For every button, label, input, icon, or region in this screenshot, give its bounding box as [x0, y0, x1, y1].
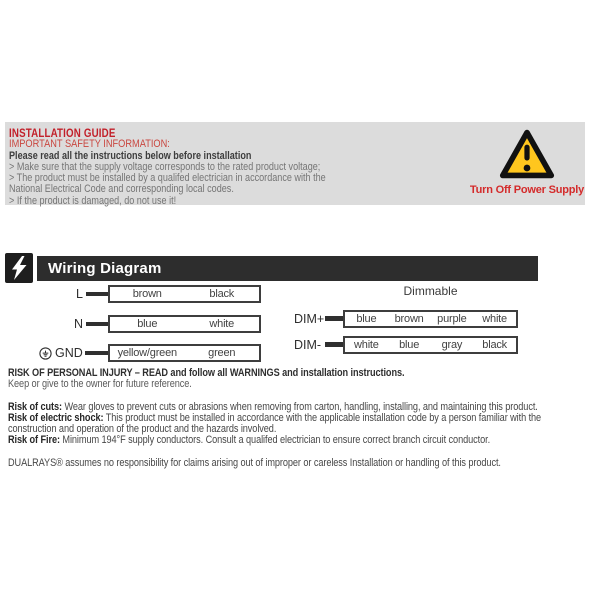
safety-bullet-line: > Make sure that the supply voltage corresponds to the rated product voltage; — [9, 160, 321, 173]
wire-color: purple — [437, 313, 467, 325]
notices-block — [8, 368, 541, 469]
turn-off-power-label: Turn Off Power Supply — [469, 184, 585, 196]
wire-label-N: N — [73, 317, 83, 331]
wire-color: white — [209, 318, 235, 330]
risk-line — [8, 435, 541, 446]
wire-label-L: L — [76, 287, 83, 301]
risk-label: Risk of electric shock: — [8, 412, 104, 425]
lightning-bolt-icon — [5, 253, 33, 283]
wire-DIM-plus — [325, 316, 344, 321]
keep-reference-line: Keep or give to the owner for future reference. — [8, 377, 192, 390]
risk-label: Risk of cuts: — [8, 401, 62, 414]
wire-box-L — [108, 285, 261, 303]
risk-text: Minimum 194°F supply conductors. Consult a qualifed electrician to ensure correct branch circuit conductor. — [59, 433, 491, 446]
earth-ground-icon — [39, 347, 52, 360]
safety-bullet-line: National Electrical Code and corresponding local codes. — [9, 183, 234, 196]
power-warning — [467, 127, 587, 196]
wire-color: black — [482, 339, 507, 351]
wire-color: brown — [394, 313, 424, 325]
safety-text-column — [9, 128, 326, 207]
wire-color: brown — [132, 288, 162, 300]
safety-lead-line: Please read all the instructions below before installation — [9, 149, 252, 162]
dimmable-title: Dimmable — [403, 284, 458, 298]
wire-color: black — [209, 288, 235, 300]
wire-color: white — [482, 313, 507, 325]
wire-label-DIM-plus: DIM+ — [294, 312, 325, 326]
installation-guide-title: INSTALLATION GUIDE — [9, 127, 116, 140]
wire-color: white — [354, 339, 379, 351]
disclaimer-line: DUALRAYS® assumes no responsibility for claims arising out of improper or careless Installation or handling of this product. — [8, 457, 501, 470]
safety-bullet-line: > The product must be installed by a qualifed electrician in accordance with the — [9, 172, 326, 185]
wire-box-DIM-plus — [343, 310, 518, 328]
risk-text: This product must be installed in accordance with the applicable installation code by a person familiar with the — [103, 412, 542, 425]
risk-text: Wear gloves to prevent cuts or abrasions when removing from carton, handling, installing, and maintaining this product. — [61, 401, 538, 414]
wire-box-GND — [108, 344, 261, 362]
wire-color: blue — [356, 313, 377, 325]
wire-box-DIM-minus — [343, 336, 518, 354]
wire-color: yellow/green — [117, 347, 177, 359]
wire-color: blue — [399, 339, 420, 351]
wire-DIM-minus — [325, 342, 344, 347]
risk-label: Risk of Fire: — [8, 433, 60, 446]
wire-color: blue — [137, 318, 158, 330]
wire-GND — [85, 351, 109, 355]
wire-label-GND — [39, 346, 83, 360]
safety-subtitle: IMPORTANT SAFETY INFORMATION: — [9, 138, 170, 151]
safety-info-box — [5, 122, 585, 205]
wire-color: gray — [441, 339, 463, 351]
wire-color: green — [208, 347, 236, 359]
wire-L — [86, 292, 109, 296]
risk-text: construction and operation of the product and the hazards involved. — [8, 422, 277, 435]
risk-personal-injury-line: RISK OF PERSONAL INJURY – READ and follow all WARNINGS and installation instructions. — [8, 367, 405, 379]
wire-label-DIM-minus: DIM- — [294, 338, 322, 352]
wiring-diagram-header: Wiring Diagram — [37, 256, 538, 281]
warning-triangle-icon — [499, 127, 555, 181]
gnd-text: GND — [55, 346, 83, 360]
wire-box-N — [108, 315, 261, 333]
safety-bullet-line: > If the product is damaged, do not use it! — [9, 194, 177, 207]
wire-N — [86, 322, 109, 326]
